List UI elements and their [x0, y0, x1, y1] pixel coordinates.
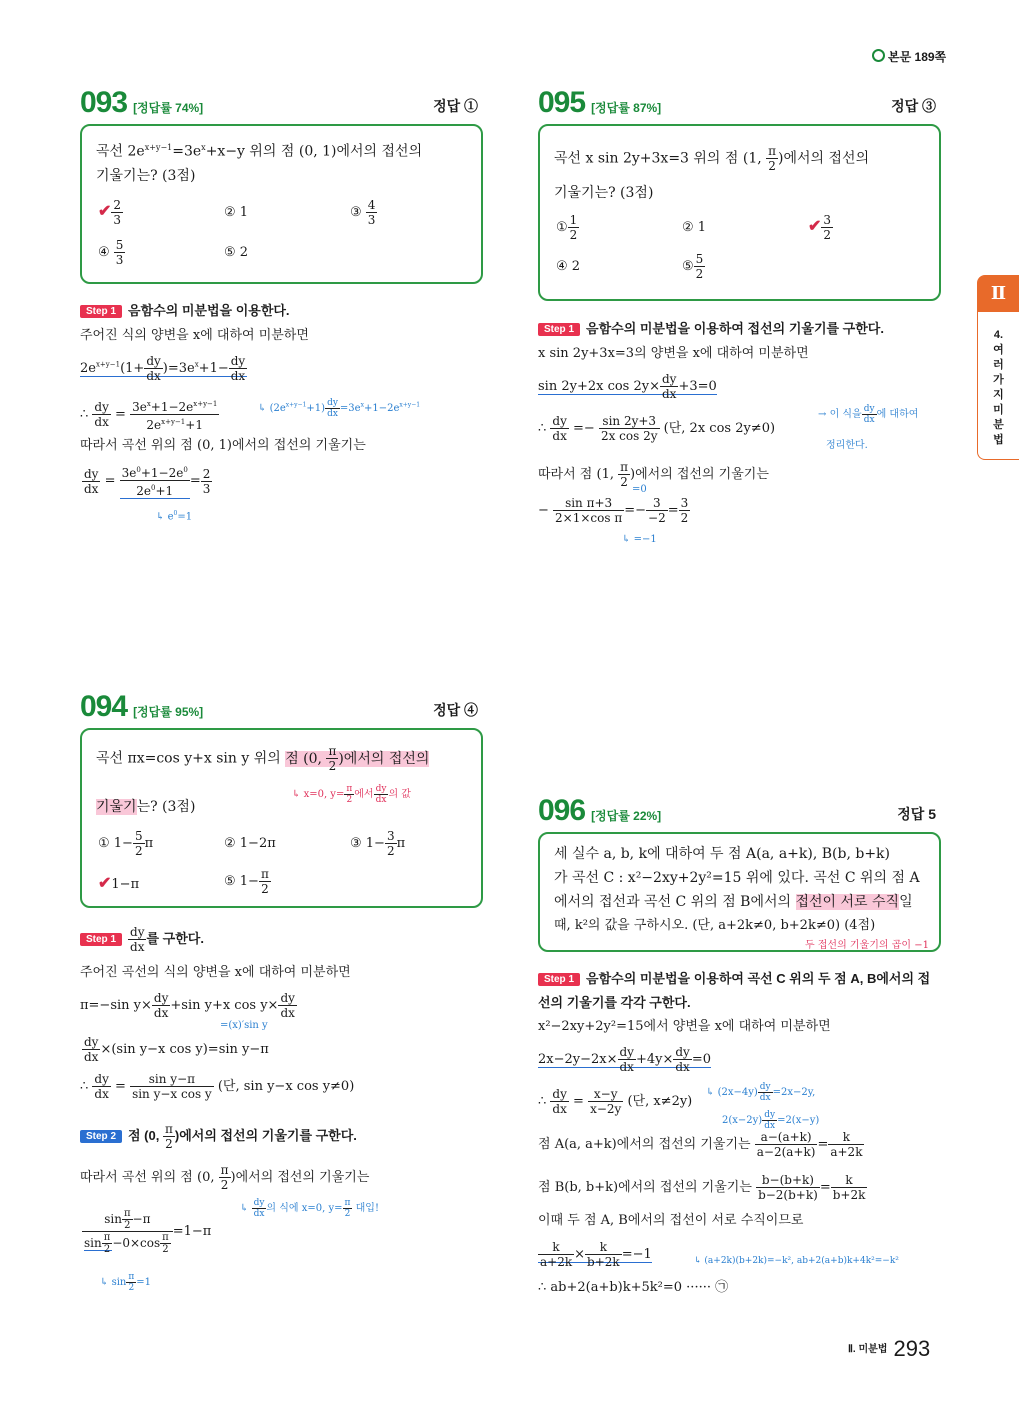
choice-2: ② 1: [682, 220, 707, 235]
problem-095-header: [538, 86, 938, 120]
answer-label: 정답 5: [897, 806, 936, 822]
check-mark-icon: ✔: [98, 873, 112, 892]
p095-note4: ↳ =−1: [622, 534, 657, 545]
p096-s1: x²−2xy+2y²=15에서 양변을 x에 대하여 미분하면: [538, 1019, 831, 1034]
page-number: 293: [893, 1336, 931, 1361]
circle-icon: [872, 49, 885, 62]
problem-094-header: [80, 690, 480, 724]
p093-note3: ↳ $e^0=1$: [156, 510, 193, 523]
p093-s1: 주어진 식의 양변을 x에 대하여 미분하면: [80, 328, 309, 343]
tab-char: 여: [993, 344, 1004, 356]
problem-number: 096: [538, 794, 586, 827]
p096-step1: Step 1 음함수의 미분법을 이용하여 곡선 C 위의 두 점 A, B에서의 접: [538, 968, 930, 987]
question-text-2: 기울기는? (3점): [96, 167, 196, 184]
p093-e1: $2e^{x+y-1}(1+$ $\frac{dy}{dx}$ )$=3e^x+1-$ $\frac{dy}{dx}$: [80, 354, 246, 383]
p095-e3: − $\frac{\text{sin π+3}}{\text{2×1×cos π}}$ =− $\frac{3}{-2}$ = $\frac{3}{2}$: [538, 496, 689, 525]
tab-char: 미: [993, 404, 1004, 416]
p096-s2: 점 A(a, a+k)에서의 접선의 기울기는 $\frac{a-(a+k)}{a-2(a+k)}$ = $\frac{k}{a+2k}$: [538, 1130, 863, 1159]
question-text: 곡선 x sin 2y+3x=3 위의 점 (1, $\frac{\pi}{2}$ )에서의 접선의: [554, 144, 870, 173]
choice-4: ✔1−π: [98, 873, 140, 892]
footer: [848, 1336, 930, 1362]
problem-number: 093: [80, 86, 128, 119]
p096-note2: 2(x−2y) $\frac{dy}{dx}$ =2(x−y): [722, 1110, 820, 1131]
p093-note1: ↳ $(2e^{x+y-1}+1)$ $\frac{dy}{dx}$ $=3e^x+1-2e^{x+y-1}$: [258, 398, 421, 419]
choice-1: ✔ $\frac{2}{3}$: [98, 197, 122, 227]
p094-note2: ↳ $\frac{dy}{dx}$ 의 식에 x=0, y= $\frac{\pi}{2}$ 대입!: [240, 1198, 379, 1219]
p096-s4: 이때 두 점 A, B에서의 접선이 서로 수직이므로: [538, 1213, 804, 1228]
p094-e3: ∴ $\frac{dy}{dx}$ = $\frac{\text{sin y−π}}{\text{sin y−x cos y}}$ (단, sin y−x cos y≠0): [80, 1072, 355, 1101]
p093-e3: $\frac{dy}{dx}$ = $\frac{3e^0+1-2e^0}{2e^0+1}$ = $\frac{2}{3}$: [82, 463, 212, 499]
p093-s2: 따라서 곡선 위의 점 (0, 1)에서의 접선의 기울기는: [80, 438, 366, 453]
choice-1: ① $\frac{1}{2}$: [556, 213, 578, 242]
q-note: ↳ x=0, y= $\frac{\pi}{2}$ 에서 $\frac{dy}{dx}$ 의 값: [292, 784, 411, 805]
problem-number: 094: [80, 690, 128, 723]
p094-s1: 주어진 곡선의 식의 양변을 x에 대하여 미분하면: [80, 965, 351, 980]
p096-s3: 점 B(b, b+k)에서의 접선의 기울기는 $\frac{b-(b+k)}{b-2(b+k)}$ = $\frac{k}{b+2k}$: [538, 1173, 866, 1202]
accuracy-rate: [정답률 95%]: [133, 705, 204, 719]
p094-step2: Step 2 점 (0, $\frac{\pi}{2}$ )에서의 접선의 기울기를 구한다.: [80, 1122, 357, 1151]
choice-4: ④ $\frac{5}{3}$: [98, 237, 124, 267]
p096-e4: ∴ ab+2(a+b)k+5k²=0 ······ ㉠: [538, 1280, 729, 1295]
accuracy-rate: [정답률 74%]: [133, 101, 204, 115]
choice-3: ③ $\frac{4}{3}$: [350, 197, 376, 227]
p095-s1: x sin 2y+3x=3의 양변을 x에 대하여 미분하면: [538, 346, 809, 361]
problem-095-box: [538, 124, 941, 301]
p096-step1b: 선의 기울기를 각각 구한다.: [538, 995, 691, 1010]
choice-2: ② 1−2π: [224, 836, 276, 851]
question-text-1: 세 실수 a, b, k에 대하여 두 점 A(a, a+k), B(b, b+k): [554, 846, 891, 862]
accuracy-rate: [정답률 22%]: [591, 809, 662, 823]
choice-4: ④ 2: [556, 259, 581, 274]
p095-note2: → 이 식을 $\frac{dy}{dx}$ 에 대하여: [818, 404, 919, 425]
question-text-2: 기울기는? (3점): [554, 185, 654, 201]
p093-step1: Step 1 음함수의 미분법을 이용한다.: [80, 300, 290, 319]
tab-char: 지: [993, 389, 1004, 401]
p095-step1: Step 1 음함수의 미분법을 이용하여 접선의 기울기를 구한다.: [538, 318, 884, 337]
p095-s2: 따라서 점 (1, $\frac{\pi}{2}$ )에서의 접선의 기울기는: [538, 460, 769, 489]
choice-2: ② 1: [224, 204, 249, 220]
p096-note1: ↳ (2x−4y) $\frac{dy}{dx}$ =2x−2y,: [706, 1082, 816, 1103]
p094-e4: sin $\frac{\pi}{2}$ −π sin $\frac{\pi}{2}$ −0×cos $\frac{\pi}{2}$ =1−π: [84, 1208, 212, 1255]
choice-5: ⑤ 1− $\frac{\pi}{2}$: [224, 867, 269, 896]
chapter-roman: Ⅱ: [978, 276, 1019, 312]
question-text: 곡선 πx=cos y+x sin y 위의 점 (0, $\frac{\pi}{2}$ )에서의 접선의: [96, 744, 430, 773]
q-note: 두 접선의 기울기의 곱이 −1: [804, 940, 929, 951]
question-text: 곡선 $2e^{x+y-1}=3e^x+x-y$ 위의 점 (0, 1)에서의 접선의: [96, 143, 423, 160]
p095-note2c: 정리한다.: [826, 440, 868, 451]
p094-s2: 따라서 곡선 위의 점 (0, $\frac{\pi}{2}$ )에서의 접선의 기울기는: [80, 1163, 370, 1192]
p094-e1: π=−sin y× $\frac{dy}{dx}$ +sin y+x cos y× $\frac{dy}{dx}$: [80, 991, 295, 1020]
p095-note3: =0: [632, 484, 647, 495]
p094-note1: =(x)′sin y: [220, 1020, 268, 1031]
answer-label: 정답 ①: [433, 98, 478, 114]
question-text-4: 때, k²의 값을 구하시오. (단, a+2k≠0, b+2k≠0) (4점): [554, 918, 876, 933]
choice-5: ⑤ 2: [224, 244, 249, 260]
choice-1: ① 1− $\frac{5}{2}$ π: [98, 829, 154, 858]
page-ref: 본문 189쪽: [872, 48, 946, 65]
p096-e3: $\frac{k}{a+2k}$ × $\frac{k}{b+2k}$ =−1: [540, 1240, 652, 1269]
check-mark-icon: ✔: [98, 200, 112, 220]
problem-094-box: [80, 728, 483, 908]
question-text-2: 가 곡선 C : x²−2xy+2y²=15 위에 있다. 곡선 C 위의 점 A: [554, 870, 920, 886]
answer-label: 정답 ③: [891, 98, 936, 114]
problem-093-header: [80, 86, 480, 120]
problem-093-box: [80, 124, 483, 284]
p094-step1: Step 1 $\frac{dy}{dx}$ 를 구한다.: [80, 925, 204, 954]
tab-char: 가: [993, 374, 1004, 386]
p096-e1: 2x−2y−2x× $\frac{dy}{dx}$ +4y× $\frac{dy}{dx}$ =0: [538, 1045, 712, 1074]
p096-note3: ↳ (a+2k)(b+2k)=−k², ab+2(a+b)k+4k²=−k²: [694, 1256, 899, 1266]
p094-note4: ↳ sin $\frac{\pi}{2}$ =1: [100, 1272, 152, 1293]
footer-section: Ⅱ. 미분법: [848, 1344, 888, 1355]
tab-char: 법: [993, 434, 1004, 446]
question-text-2: 기울기는? (3점): [96, 799, 196, 815]
check-mark-icon: ✔: [808, 216, 822, 235]
p094-e2: $\frac{dy}{dx}$ ×(sin y−x cos y)=sin y−π: [84, 1035, 269, 1064]
tab-char: 4.: [993, 329, 1004, 341]
p096-e2: ∴ $\frac{dy}{dx}$ = $\frac{x-y}{x-2y}$ (단, x≠2y): [538, 1087, 693, 1116]
choice-5: ⑤ $\frac{5}{2}$: [682, 252, 704, 281]
p093-e2: ∴ $\frac{dy}{dx}$ = $\frac{3e^x+1-2e^{x+y-1}}{2e^{x+y-1}+1}$: [80, 397, 219, 432]
choice-3: ✔ $\frac{3}{2}$: [808, 213, 832, 242]
chapter-tab: [977, 275, 1019, 460]
accuracy-rate: [정답률 87%]: [591, 101, 662, 115]
answer-label: 정답 ④: [433, 702, 478, 718]
tab-char: 러: [993, 359, 1004, 371]
question-text-3: 에서의 접선과 곡선 C 위의 점 B에서의 접선이 서로 수직일: [554, 894, 913, 910]
p095-e2: ∴ $\frac{dy}{dx}$ =− $\frac{\sin 2y+3}{\text{2x cos 2y}}$ (단, 2x cos 2y≠0): [538, 414, 776, 443]
problem-096-header: [538, 794, 938, 828]
problem-096-box: [538, 832, 941, 952]
choice-3: ③ 1− $\frac{3}{2}$ π: [350, 829, 406, 858]
tab-char: 분: [993, 419, 1004, 431]
p095-e1: sin 2y+2x cos 2y× $\frac{dy}{dx}$ +3=0: [538, 372, 717, 401]
problem-number: 095: [538, 86, 586, 119]
